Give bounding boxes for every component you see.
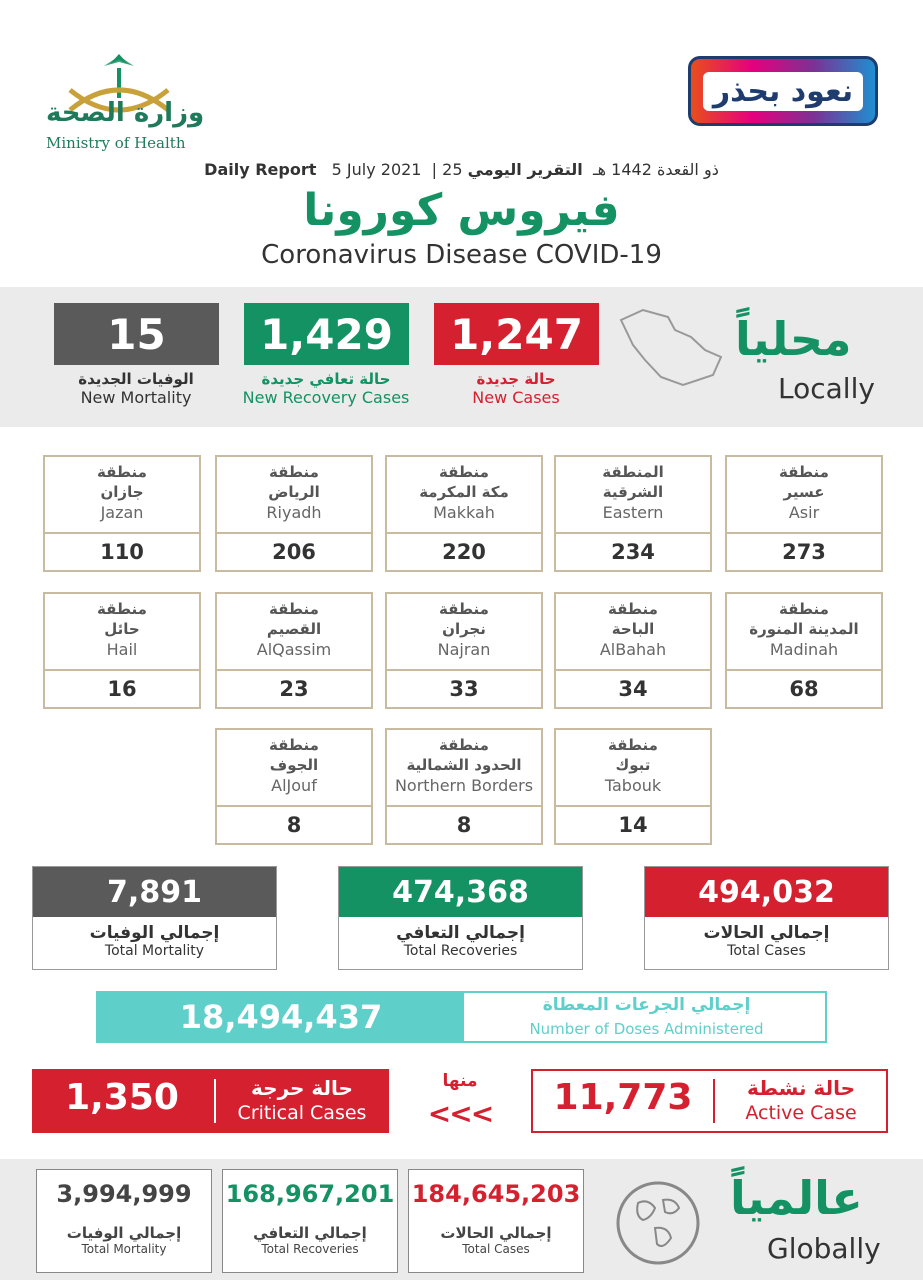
active-value: 11,773 [553,1077,693,1118]
region-prefix: منطقة [608,600,658,618]
region-card [554,728,712,845]
report-date-hijri: 25 ذو القعدة 1442 هـ [442,160,719,179]
region-card [725,592,883,709]
active-label-en: Active Case [745,1102,857,1124]
region-value: 273 [782,540,826,564]
region-name-ar: الحدود الشمالية [406,756,522,774]
total-cases-label-ar: إجمالي الحالات [703,923,830,943]
locally-label-ar: محلياً [735,312,852,366]
region-value: 110 [100,540,144,564]
region-prefix: منطقة [97,463,147,481]
region-name-ar: الجوف [269,756,319,774]
doses-label-ar: إجمالي الجرعات المعطاة [542,995,751,1015]
global-cases-label-ar: إجمالي الحالات [440,1224,552,1242]
region-card [385,455,543,572]
region-value: 206 [272,540,316,564]
region-prefix: منطقة [269,600,319,618]
global-recoveries-card [222,1169,398,1273]
total-recoveries-value: 474,368 [339,867,582,917]
total-mortality-value: 7,891 [33,867,276,917]
global-cases-value: 184,645,203 [411,1180,581,1208]
global-cases-label-en: Total Cases [462,1242,530,1256]
critical-label-en: Critical Cases [237,1102,367,1124]
total-cases-card [644,866,889,970]
globe-icon [613,1178,703,1268]
region-prefix: منطقة [779,463,829,481]
arrows-left-icon: <<< [427,1097,493,1130]
region-prefix: منطقة [439,736,489,754]
active-cases-card [531,1069,888,1133]
region-prefix: المنطقة [602,463,664,481]
title-ar: فيروس كورونا [303,185,620,236]
new-cases-label-en: New Cases [472,388,560,407]
global-cases-card [408,1169,584,1273]
new-mortality-label [36,370,236,407]
locally-label-en: Locally [778,372,875,405]
region-value: 8 [286,813,302,837]
region-value: 33 [449,677,479,701]
global-mortality-label-en: Total Mortality [81,1242,167,1256]
region-name-ar: جازان [100,483,144,501]
global-recoveries-value: 168,967,201 [225,1180,395,1208]
total-recoveries-label-en: Total Recoveries [403,943,518,959]
region-name-en: AlBahah [599,640,667,659]
region-name-ar: مكة المكرمة [419,483,509,501]
region-card [385,592,543,709]
critical-label-ar: حالة حرجة [251,1076,353,1100]
region-name-en: Makkah [433,503,495,522]
total-recoveries-label-ar: إجمالي التعافي [396,923,525,943]
total-mortality-label-ar: إجمالي الوفيات [89,923,220,943]
new-recovery-label-ar: حالة تعافي جديدة [261,370,391,388]
divider [713,1079,715,1123]
region-name-ar: نجران [442,620,486,638]
region-card [43,455,201,572]
critical-value: 1,350 [65,1077,179,1118]
new-cases-label [416,370,616,407]
region-name-en: AlQassim [256,640,332,659]
region-value: 220 [442,540,486,564]
report-label-en: Daily Report [204,160,317,179]
global-recoveries-label-ar: إجمالي التعافي [253,1224,367,1242]
divider [214,1079,216,1123]
region-card [554,592,712,709]
region-name-en: Eastern [602,503,664,522]
region-name-en: Hail [106,640,138,659]
new-recovery-label-en: New Recovery Cases [242,388,410,407]
doses-value: 18,494,437 [98,993,464,1041]
region-prefix: منطقة [269,736,319,754]
region-name-ar: الباحة [611,620,655,638]
report-date-greg: 5 July 2021 [331,160,422,179]
region-name-en: Riyadh [266,503,322,522]
region-prefix: منطقة [97,600,147,618]
new-recovery-value: 1,429 [244,303,409,365]
globally-label-en: Globally [767,1232,881,1265]
region-value: 34 [618,677,648,701]
region-value: 68 [789,677,819,701]
region-name-ar: القصيم [266,620,322,638]
report-label-ar: التقرير اليومي [467,160,583,179]
title-en: Coronavirus Disease COVID-19 [261,240,662,270]
region-name-en: Northern Borders [394,776,534,795]
region-name-ar: المدينة المنورة [749,620,859,638]
region-card [215,455,373,572]
region-value: 16 [107,677,137,701]
region-name-ar: الرياض [268,483,320,501]
region-value: 234 [611,540,655,564]
region-prefix: منطقة [439,463,489,481]
critical-cases-card [32,1069,389,1133]
new-mortality-value: 15 [54,303,219,365]
region-name-en: Jazan [100,503,144,522]
region-card [215,728,373,845]
region-name-en: Najran [437,640,491,659]
region-name-ar: عسير [783,483,825,501]
total-cases-label-en: Total Cases [727,943,806,959]
of-which-label: منها [442,1071,478,1091]
region-name-en: Madinah [769,640,839,659]
region-value: 8 [456,813,472,837]
new-cases-value: 1,247 [434,303,599,365]
region-name-en: Asir [788,503,820,522]
region-card [725,455,883,572]
region-name-ar: حائل [104,620,140,638]
ministry-name-ar: وزارة الصحة [46,98,205,128]
region-value: 23 [279,677,309,701]
globally-label-ar: عالمياً [730,1171,863,1225]
doses-bar [96,991,827,1043]
slogan-badge [688,56,878,126]
region-card [554,455,712,572]
new-mortality-label-ar: الوفيات الجديدة [78,370,194,388]
region-prefix: منطقة [608,736,658,754]
total-mortality-card [32,866,277,970]
region-card [215,592,373,709]
region-name-en: AlJouf [271,776,317,795]
ministry-name-en: Ministry of Health [46,134,186,152]
global-mortality-card [36,1169,212,1273]
region-card [43,592,201,709]
new-cases-label-ar: حالة جديدة [476,370,556,388]
doses-label-en: Number of Doses Administered [529,1020,764,1038]
report-date-line: Daily Report 5 July 2021 | 25 ذو القعدة 1442 هـ التقرير اليومي [204,160,719,179]
region-prefix: منطقة [269,463,319,481]
new-mortality-label-en: New Mortality [80,388,192,407]
total-recoveries-card [338,866,583,970]
region-prefix: منطقة [439,600,489,618]
region-prefix: منطقة [779,600,829,618]
region-value: 14 [618,813,648,837]
slogan-text: نعود بحذر [703,72,863,111]
region-name-ar: الشرقية [602,483,664,501]
new-recovery-label [226,370,426,407]
active-label-ar: حالة نشطة [747,1076,855,1100]
saudi-map-icon [613,305,728,390]
global-mortality-value: 3,994,999 [56,1180,192,1208]
region-name-ar: تبوك [615,756,651,774]
total-cases-value: 494,032 [645,867,888,917]
global-recoveries-label-en: Total Recoveries [261,1242,359,1256]
region-card [385,728,543,845]
total-mortality-label-en: Total Mortality [104,943,205,959]
region-name-en: Tabouk [604,776,662,795]
global-mortality-label-ar: إجمالي الوفيات [66,1224,182,1242]
